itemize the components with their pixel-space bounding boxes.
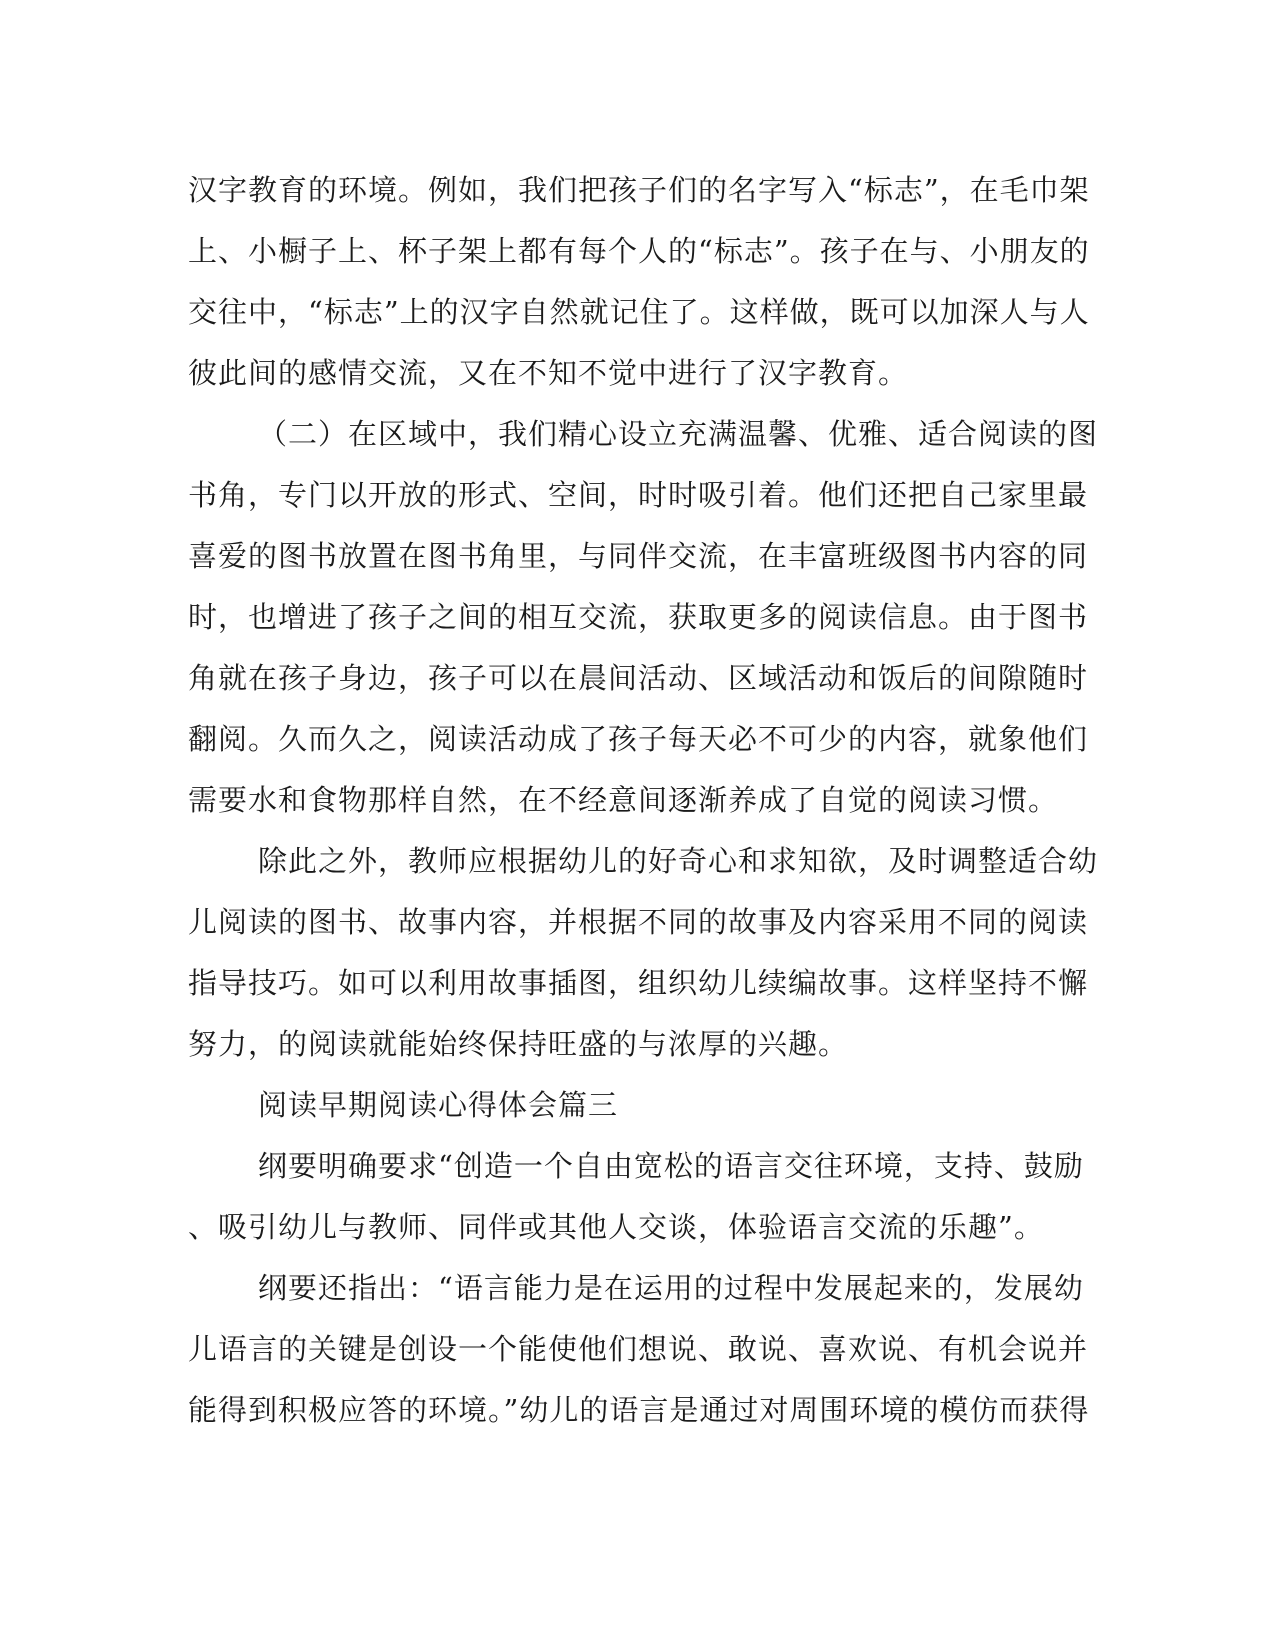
text-line: 书角，专门以开放的形式、空间，时时吸引着。他们还把自己家里最: [188, 478, 1089, 512]
text-line: 角就在孩子身边，孩子可以在晨间活动、区域活动和饭后的间隙随时: [188, 661, 1089, 695]
text-line: 、吸引幼儿与教师、同伴或其他人交谈，体验语言交流的乐趣”。: [188, 1210, 1044, 1244]
text-line: 纲要明确要求“创造一个自由宽松的语言交往环境，支持、鼓励: [258, 1149, 1084, 1183]
text-line: 交往中，“标志”上的汉字自然就记住了。这样做，既可以加深人与人: [188, 295, 1090, 329]
text-line: 需要水和食物那样自然，在不经意间逐渐养成了自觉的阅读习惯。: [188, 783, 1059, 817]
text-line: 汉字教育的环境。例如，我们把孩子们的名字写入“标志”，在毛巾架: [188, 173, 1090, 207]
text-line: 儿阅读的图书、故事内容，并根据不同的故事及内容采用不同的阅读: [188, 905, 1089, 939]
text-line: 喜爱的图书放置在图书角里，与同伴交流，在丰富班级图书内容的同: [188, 539, 1089, 573]
text-line: 儿语言的关键是创设一个能使他们想说、敢说、喜欢说、有机会说并: [188, 1332, 1089, 1366]
text-line: 翻阅。久而久之，阅读活动成了孩子每天必不可少的内容，就象他们: [188, 722, 1089, 756]
text-line: 能得到积极应答的环境。”幼儿的语言是通过对周围环境的模仿而获得: [188, 1393, 1090, 1427]
text-line: 时，也增进了孩子之间的相互交流，获取更多的阅读信息。由于图书: [188, 600, 1089, 634]
section-heading: 阅读早期阅读心得体会篇三: [258, 1088, 619, 1122]
text-line: （二）在区域中，我们精心设立充满温馨、优雅、适合阅读的图: [258, 417, 1099, 451]
text-line: 纲要还指出：“语言能力是在运用的过程中发展起来的，发展幼: [258, 1271, 1084, 1305]
text-line: 指导技巧。如可以利用故事插图，组织幼儿续编故事。这样坚持不懈: [188, 966, 1089, 1000]
text-line: 上、小橱子上、杯子架上都有每个人的“标志”。孩子在与、小朋友的: [188, 234, 1090, 268]
text-line: 彼此间的感情交流，又在不知不觉中进行了汉字教育。: [188, 356, 909, 390]
body-text: [188, 160, 1099, 1441]
text-line: 努力，的阅读就能始终保持旺盛的与浓厚的兴趣。: [188, 1027, 849, 1061]
text-line: 除此之外，教师应根据幼儿的好奇心和求知欲，及时调整适合幼: [258, 844, 1099, 878]
